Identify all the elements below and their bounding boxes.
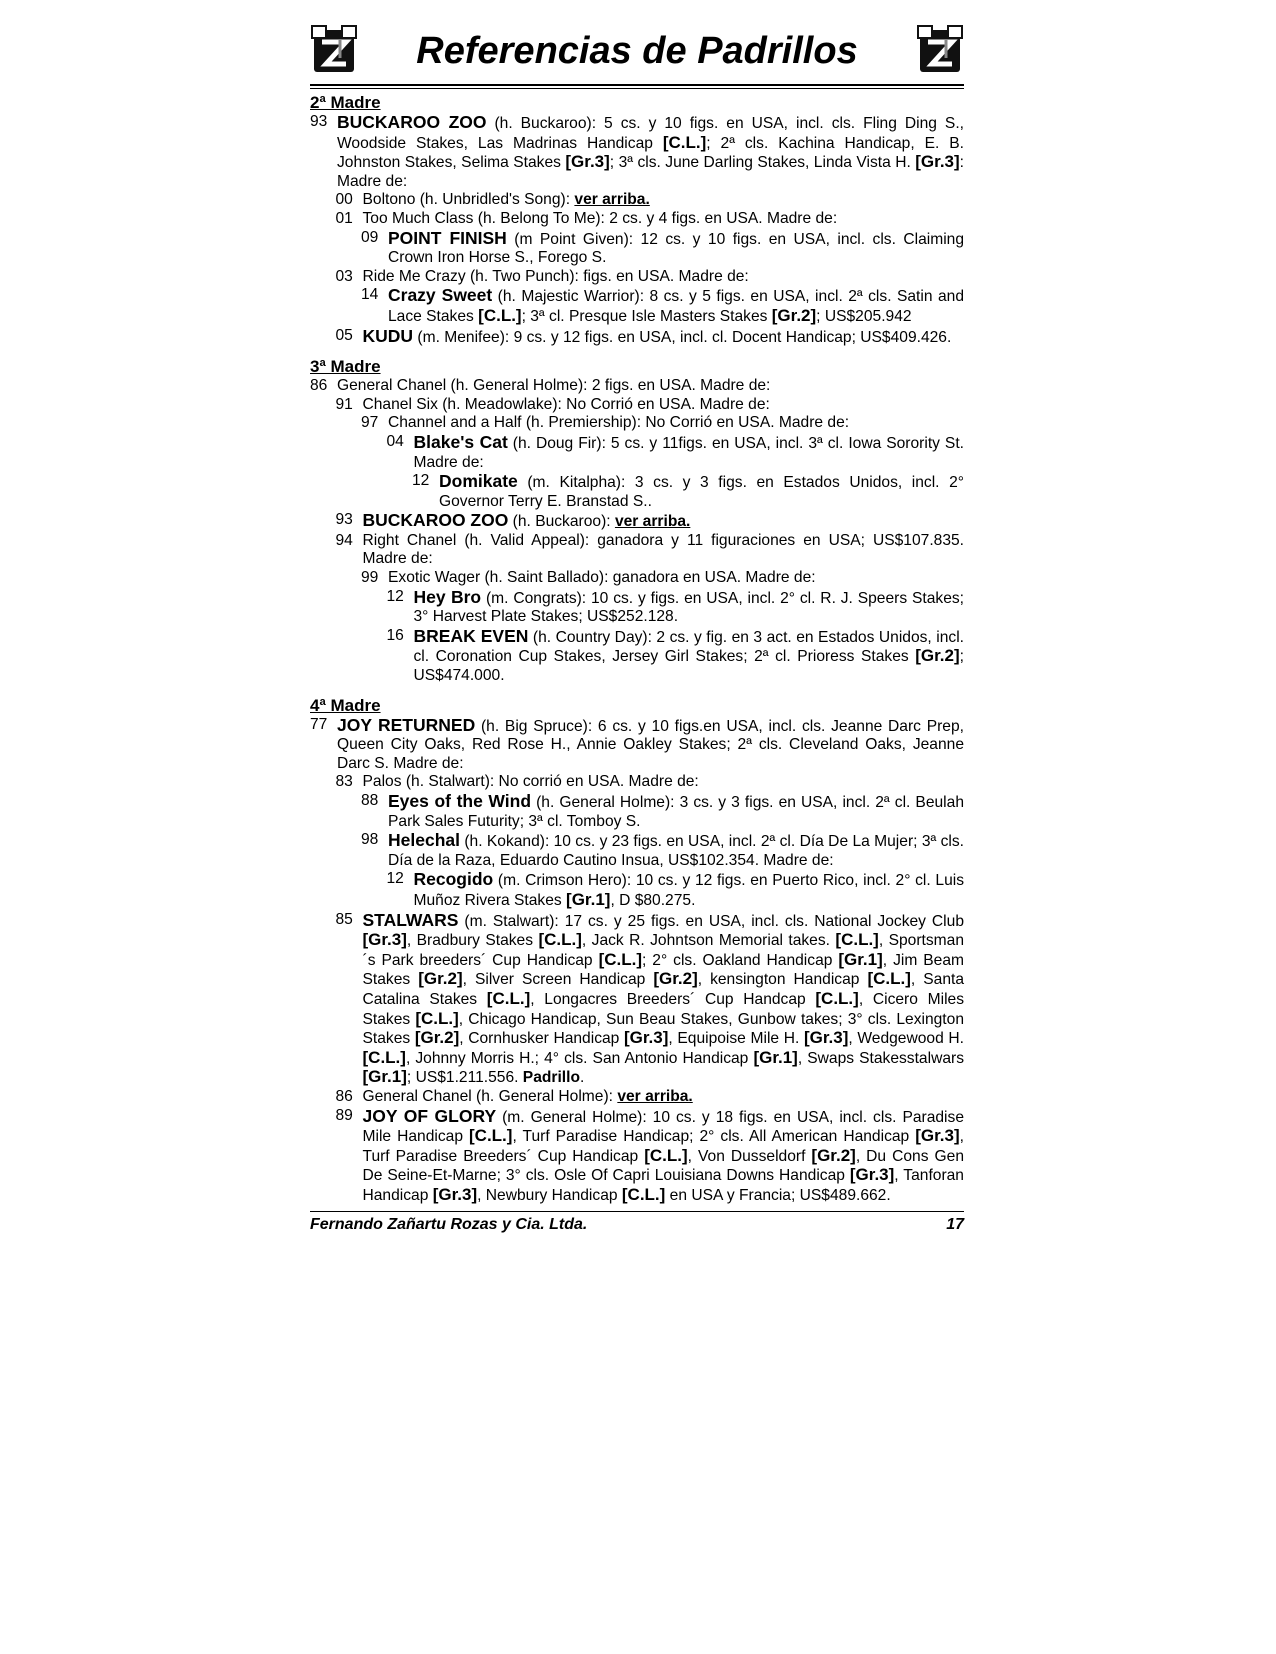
entry-text-segment: (h. Buckaroo): <box>508 513 615 531</box>
race-grade: [C.L.] <box>815 988 859 1008</box>
entry-text-segment: (m. Stalwart): 17 cs. y 25 figs. en USA, incl. cls. National Jockey Club <box>458 912 964 930</box>
race-grade: [Gr.3] <box>623 1028 669 1048</box>
entry-text-segment: , Wedgewood H. <box>848 1030 964 1048</box>
entry-text-segment: Too Much Class (h. Belong To Me): 2 cs. y 4 figs. en USA. Madre de: <box>362 209 838 227</box>
entry-text-segment: , Johnny Morris H.; 4° cls. San Antonio Handicap <box>405 1049 754 1067</box>
entry-text-segment: ; 2° cls. Oakland Handicap <box>642 951 839 969</box>
entry-text-segment: (m. Congrats): 10 cs. y figs. en USA, incl. 2° cl. R. J. Speers Stakes; 3° Harvest Plate Stakes; US$252.128. <box>413 589 964 626</box>
entry-year: 83 <box>335 773 353 791</box>
entry-text-segment: (h. Kokand): 10 cs. y 23 figs. en USA, incl. 2ª cl. Día De La Mujer; 3ª cls. Día de la Raza, Eduardo Cautino Insua, US$102.354. Madre de: <box>388 833 964 869</box>
page-footer <box>310 1216 964 1234</box>
pedigree-entry <box>387 627 965 686</box>
entry-text <box>363 1088 965 1107</box>
pedigree-entry <box>336 210 965 229</box>
race-grade: [Gr.3] <box>362 930 407 950</box>
entry-text-segment: , Cicero Miles Stakes <box>362 990 965 1028</box>
race-grade: [Gr.3] <box>432 1184 478 1204</box>
race-grade: [Gr.2] <box>915 646 960 666</box>
race-grade: [C.L.] <box>469 1126 513 1146</box>
pedigree-entry <box>310 716 964 774</box>
pedigree-entry <box>361 569 964 588</box>
race-grade: [Gr.2] <box>771 305 817 325</box>
race-grade: [C.L.] <box>598 949 642 969</box>
entry-year: 86 <box>310 377 328 395</box>
entry-text <box>414 627 965 686</box>
header-rule-thin <box>310 88 964 89</box>
pedigree-entry <box>336 532 965 569</box>
entry-text <box>363 327 965 348</box>
race-grade: [Gr.2] <box>414 1028 460 1048</box>
horse-name: BUCKAROO ZOO <box>337 112 487 132</box>
pedigree-entry <box>336 911 965 1088</box>
pedigree-content <box>310 93 964 1205</box>
entry-year: 93 <box>310 113 328 130</box>
entry-text <box>363 268 965 287</box>
entry-text-segment: ; US$205.942 <box>816 307 912 325</box>
race-grade: [C.L.] <box>662 132 707 152</box>
race-grade: [Gr.3] <box>915 152 960 172</box>
horse-name: POINT FINISH <box>388 227 507 248</box>
entry-year: 05 <box>335 326 353 344</box>
entry-text <box>388 569 964 588</box>
entry-year: 97 <box>361 414 379 432</box>
horse-name: KUDU <box>362 325 414 346</box>
race-grade: [C.L.] <box>867 969 911 989</box>
race-grade: [C.L.] <box>486 988 531 1008</box>
entry-text-segment: (m. Kitalpha): 3 cs. y 3 figs. en Estados Unidos, incl. 2° Governor Terry E. Branstad S.. <box>439 474 964 510</box>
race-grade: [C.L.] <box>644 1145 688 1165</box>
entry-year: 88 <box>361 792 379 809</box>
entry-text <box>363 911 965 1088</box>
race-grade: [Gr.1] <box>753 1047 798 1067</box>
entry-text <box>388 229 964 268</box>
horse-name: BREAK EVEN <box>413 625 529 646</box>
entry-text-segment: ; US$1.211.556. <box>406 1069 523 1087</box>
entry-text-segment: ; 2ª cls. Kachina Handicap, E. B. Johnston Stakes, Selima Stakes <box>337 134 964 172</box>
pedigree-entry <box>310 113 964 191</box>
horse-name: Domikate <box>439 471 518 492</box>
page-number: 17 <box>946 1216 964 1234</box>
horse-name: JOY RETURNED <box>337 714 476 735</box>
entry-text <box>337 113 964 191</box>
entry-text <box>363 1107 965 1206</box>
pedigree-entry <box>361 286 964 326</box>
entry-year: 04 <box>386 432 404 450</box>
entry-text-segment: , Sportsman´s Park breeders´ Cup Handicap <box>362 932 964 969</box>
entry-text-segment: , Newbury Handicap <box>477 1186 622 1204</box>
entry-text-segment: Exotic Wager (h. Saint Ballado): ganadora en USA. Madre de: <box>388 569 816 587</box>
horse-name: Blake's Cat <box>413 431 508 452</box>
entry-text-segment: : Madre de: <box>337 154 965 190</box>
pedigree-entry <box>361 831 964 870</box>
race-grade: [Gr.3] <box>915 1126 960 1146</box>
entry-year: 99 <box>361 569 379 587</box>
entry-year: 86 <box>335 1087 353 1105</box>
race-grade: [C.L.] <box>362 1047 406 1067</box>
entry-text <box>388 831 964 870</box>
horse-name: Crazy Sweet <box>388 285 493 306</box>
entry-text-segment: en USA y Francia; US$489.662. <box>665 1186 891 1204</box>
footer-company: Fernando Zañartu Rozas y Cia. Ltda. <box>310 1216 588 1234</box>
entry-text <box>363 773 965 792</box>
entry-year: 12 <box>386 587 404 605</box>
entry-year: 03 <box>335 267 353 285</box>
entry-year: 09 <box>361 228 379 246</box>
horse-name: Helechal <box>388 830 460 851</box>
race-grade: [Gr.3] <box>803 1028 849 1048</box>
horse-name: Recogido <box>413 869 494 890</box>
entry-text-segment: Chanel Six (h. Meadowlake): No Corrió en USA. Madre de: <box>362 395 770 413</box>
pedigree-entry <box>336 773 965 792</box>
entry-text-segment: , kensington Handicap <box>697 971 868 989</box>
entry-text-segment: , Turf Paradise Handicap; 2° cls. All American Handicap <box>512 1128 916 1146</box>
entry-text <box>337 377 964 396</box>
pedigree-entry <box>336 1088 965 1107</box>
race-grade: [Gr.1] <box>566 889 611 909</box>
pedigree-entry <box>387 588 965 627</box>
entry-text <box>388 414 964 433</box>
see-above-link: ver arriba. <box>574 191 650 209</box>
pedigree-entry <box>336 191 965 210</box>
entry-year: 12 <box>386 870 404 888</box>
entry-year: 89 <box>335 1106 353 1124</box>
race-grade: [C.L.] <box>478 305 522 325</box>
entry-text-segment: , Longacres Breeders´ Cup Handcap <box>530 990 816 1008</box>
entry-text-segment: , Du Cons Gen De Seine-Et-Marne; 3° cls. Osle Of Capri Louisiana Downs Handicap <box>362 1147 964 1185</box>
entry-text <box>414 588 965 627</box>
entry-text-segment: ; US$474.000. <box>413 648 964 685</box>
entry-text-segment: , Silver Screen Handicap <box>462 971 654 989</box>
entry-year: 77 <box>310 715 328 733</box>
pedigree-entry <box>336 327 965 348</box>
entry-text <box>388 286 964 326</box>
entry-text-segment: , Jack R. Johntson Memorial takes. <box>581 932 836 950</box>
race-grade: [C.L.] <box>835 930 879 950</box>
horse-name: BUCKAROO ZOO <box>362 510 509 531</box>
race-grade: [C.L.] <box>621 1184 666 1204</box>
entry-text <box>414 433 965 472</box>
section-heading: 2ª Madre <box>310 93 381 112</box>
entry-year: 12 <box>412 472 430 490</box>
page-header <box>310 18 964 84</box>
entry-year: 16 <box>386 626 404 644</box>
entry-text-segment: Ride Me Crazy (h. Two Punch): figs. en USA. Madre de: <box>362 267 749 285</box>
entry-text-segment: , D $80.275. <box>610 891 696 909</box>
race-grade: [C.L.] <box>538 930 582 950</box>
entry-year: 01 <box>335 209 353 227</box>
entry-text-segment: (h. General Holme): 3 cs. y 3 figs. en USA, incl. 2ª cl. Beulah Park Sales Futurity; 3ª cl. Tomboy S. <box>388 794 964 830</box>
pedigree-entry <box>387 433 965 472</box>
entry-year: 91 <box>335 395 353 413</box>
entry-text-segment: (m. Crimson Hero): 10 cs. y 12 figs. en Puerto Rico, incl. 2° cl. Luis Muñoz Rivera Stakes <box>413 872 964 909</box>
page-title: Referencias de Padrillos <box>416 30 858 72</box>
entry-text <box>363 396 965 415</box>
section-heading: 3ª Madre <box>310 357 381 377</box>
entry-text-segment: Boltono (h. Unbridled's Song): <box>362 191 575 209</box>
horse-name: Eyes of the Wind <box>388 791 532 811</box>
entry-text-segment: (m. General Holme): 10 cs. y 18 figs. en USA, incl. cls. Paradise Mile Handicap <box>362 1108 964 1146</box>
entry-text-segment: (h. Buckaroo): 5 cs. y 10 figs. en USA, incl. cls. Fling Ding S., Woodside Stakes, Las Madrinas Handicap <box>337 115 964 152</box>
entry-text <box>414 870 965 910</box>
pedigree-entry <box>387 870 965 910</box>
race-grade: [Gr.1] <box>362 1067 407 1087</box>
race-grade: [C.L.] <box>415 1008 459 1028</box>
entry-text-segment: General Chanel (h. General Holme): 2 figs. en USA. Madre de: <box>337 377 771 395</box>
pedigree-entry <box>336 268 965 287</box>
entry-text-segment: , Tanforan Handicap <box>362 1167 964 1204</box>
entry-text <box>439 472 964 511</box>
entry-text-segment: (h. Country Day): 2 cs. y fig. en 3 act. en Estados Unidos, incl. cl. Coronation Cup Stakes, Jersey Girl Stakes; 2ª cl. Prioress Stakes <box>413 628 964 666</box>
race-grade: [Gr.2] <box>418 969 463 989</box>
footer-rule <box>310 1211 964 1212</box>
entry-text-segment: (m Point Given): 12 cs. y 10 figs. en USA, incl. cls. Claiming Crown Iron Horse S., Forego S. <box>388 230 965 267</box>
entry-year: 85 <box>335 910 353 928</box>
pedigree-entry <box>336 1107 965 1206</box>
horse-name: Hey Bro <box>413 586 482 607</box>
entry-text-segment: , Cornhusker Handicap <box>459 1030 624 1048</box>
entry-text <box>363 210 965 229</box>
race-grade: [Gr.2] <box>653 969 698 989</box>
entry-year: 93 <box>335 511 353 529</box>
entry-text-segment: , Chicago Handicap, Sun Beau Stakes, Gunbow takes; 3° cls. Lexington Stakes <box>362 1010 964 1048</box>
sire-label: Padrillo <box>522 1069 580 1087</box>
pedigree-entry <box>336 396 965 415</box>
entry-text-segment: (h. Majestic Warrior): 8 cs. y 5 figs. en USA, incl. 2ª cls. Satin and Lace Stakes <box>388 288 964 325</box>
entry-text-segment: , Turf Paradise Breeders´ Cup Handicap <box>362 1128 964 1165</box>
entry-text <box>363 191 965 210</box>
pedigree-entry <box>412 472 964 511</box>
pedigree-entry <box>336 511 965 532</box>
pedigree-entry <box>361 792 964 831</box>
entry-text-segment: , Swaps Stakesstalwars <box>797 1049 964 1067</box>
entry-year: 98 <box>361 831 379 849</box>
entry-text-segment: (h. Doug Fir): 5 cs. y 11figs. en USA, incl. 3ª cl. Iowa Sorority St. Madre de: <box>413 434 964 471</box>
entry-text-segment: (m. Menifee): 9 cs. y 12 figs. en USA, incl. cl. Docent Handicap; US$409.426. <box>413 328 952 346</box>
entry-year: 00 <box>335 191 353 209</box>
entry-text <box>363 532 965 569</box>
entry-text <box>363 511 965 532</box>
pedigree-entry <box>310 377 964 396</box>
entry-text-segment: , Bradbury Stakes <box>406 932 539 950</box>
entry-year: 94 <box>335 531 353 549</box>
entry-text <box>337 716 964 774</box>
entry-text-segment: ; 3ª cls. June Darling Stakes, Linda Vista H. <box>609 154 916 172</box>
horse-name: JOY OF GLORY <box>362 1105 497 1126</box>
header-rule <box>310 84 964 86</box>
entry-text-segment: , Jim Beam Stakes <box>362 951 965 989</box>
entry-text-segment: Palos (h. Stalwart): No corrió en USA. Madre de: <box>362 773 699 791</box>
pedigree-entry <box>361 414 964 433</box>
entry-text-segment: ; 3ª cl. Presque Isle Masters Stakes <box>521 307 772 325</box>
entry-text <box>388 792 964 831</box>
entry-text-segment: . <box>580 1069 585 1087</box>
entry-year: 14 <box>361 286 379 304</box>
entry-text-segment: Channel and a Half (h. Premiership): No Corrió en USA. Madre de: <box>388 414 850 432</box>
race-grade: [Gr.3] <box>849 1165 895 1185</box>
section-heading: 4ª Madre <box>310 695 381 715</box>
entry-text-segment: (h. Big Spruce): 6 cs. y 10 figs.en USA, incl. cls. Jeanne Darc Prep, Queen City Oaks, Red Rose H., Annie Oakley Stakes; 2ª cls. Cleveland Oaks, Jeanne Darc S. Madre de: <box>337 717 964 772</box>
entry-text-segment: , Equipoise Mile H. <box>668 1030 804 1048</box>
zr-logo-icon <box>916 24 964 76</box>
document-page <box>310 18 964 1234</box>
race-grade: [Gr.3] <box>565 152 610 172</box>
entry-text-segment: General Chanel (h. General Holme): <box>362 1087 618 1105</box>
pedigree-entry <box>361 229 964 268</box>
entry-text-segment: , Santa Catalina Stakes <box>362 971 964 1008</box>
race-grade: [Gr.1] <box>838 949 883 969</box>
entry-text-segment: Right Chanel (h. Valid Appeal): ganadora y 11 figuraciones en USA; US$107.835. Madre de: <box>362 531 964 568</box>
horse-name: STALWARS <box>362 909 459 930</box>
see-above-link: ver arriba. <box>617 1087 693 1105</box>
entry-text-segment: , Von Dusseldorf <box>687 1147 812 1165</box>
see-above-link: ver arriba. <box>614 513 691 531</box>
race-grade: [Gr.2] <box>811 1145 856 1165</box>
